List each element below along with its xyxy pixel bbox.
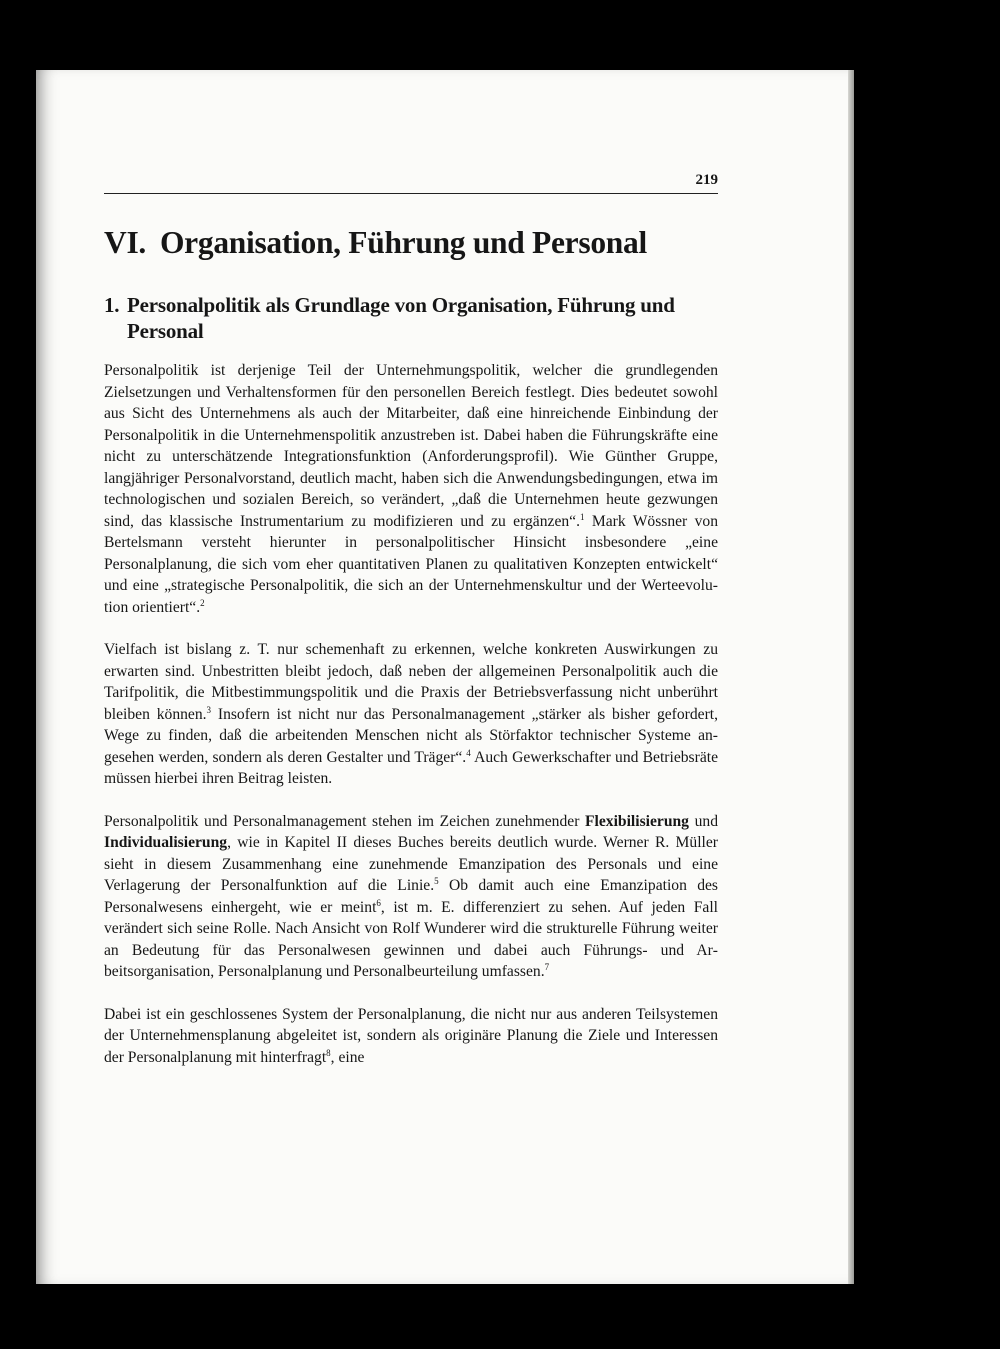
section-title [104,292,718,344]
text-run: Ob damit auch eine Emanzipation des Personalwesens einhergeht, wie er meint [104,877,718,916]
text-run: , eine [330,1048,365,1066]
footnote-marker: 6 [376,897,381,908]
footnote-marker: 1 [579,511,585,522]
paragraph-2 [104,639,718,790]
text-run: , wie in Kapitel II dieses Buches bereits deutlich wurde. Werner R. Müller sieht in diesem Zusammenhang eine zunehmende Emanzipation des Personals und eine Verlagerung der Personalfunktion auf die Linie. [104,834,718,894]
page-number: 219 [695,172,718,188]
footnote-marker: 8 [326,1047,331,1058]
paragraph-1 [104,360,718,618]
section-number: 1. [104,293,120,317]
footnote-marker: 5 [434,875,439,886]
footnote-marker: 2 [200,597,205,608]
paragraph-3 [104,811,718,983]
footnote-marker: 4 [466,747,471,758]
text-run: , ist m. E. differenziert zu sehen. Auf jeden Fall verändert sich seine Rolle. Nach Ansicht von Rolf Wunderer wird die strukturelle Führung weiter an Bedeutung für das Personalwesen gewinnen und dabei auch Führungs- und Arbeitsorganisation, Personalplanung und Personalbeurteilung umfassen. [104,898,718,980]
text-run: und [688,812,718,830]
page-content [104,170,718,1068]
chapter-title-text: Organisation, Führung und Personal [159,225,647,260]
text-run: Personalpolitik ist derjenige Teil der Unternehmungspolitik, welcher die grundlegenden Zielsetzungen und Verhaltensformen für den personellen Bereich festlegt. Dies bedeutet sowohl aus Sicht des Unternehmens als auch der Mitarbeiter, daß eine hinreichende Einbindung der Personalpolitik in die Unternehmenspolitik anzustreben ist. Dabei haben die Führungskräfte eine nicht zu unterschätzende Integrationsfunktion (Anforderungsprofil). Wie Günther Gruppe, langjähriger Personalvorstand, deutlich macht, haben sich die Anwendungsbedingungen, etwa im technologischen und sozialen Bereich, so verändert, „daß die Unternehmen heute gezwungen sind, das klassische Instrumentarium zu modifizieren und zu ergänzen“. [104,362,718,530]
page-edge [848,70,854,1284]
footnote-marker: 7 [544,961,550,972]
footnote-marker: 3 [206,704,212,715]
text-run: Insofern ist nicht nur das Personalmanagement „stärker als bisher gefordert, Wege zu finden, daß die arbeitenden Menschen nicht als Störfaktor technischer Systeme angesehen werden, sondern als deren Gestalter und Träger“. [104,705,718,766]
text-run: Auch Gewerkschafter und Betriebsräte müssen hierbei ihren Beitrag leisten. [104,748,718,787]
header-rule [104,193,718,194]
text-run: Vielfach ist bislang z. T. nur schemenhaft zu erkennen, welche konkreten Auswirkungen zu erwarten sind. Unbestritten bleibt jedoch, daß neben der allgemeinen Personalpolitik auch die Tarifpolitik, die Mitbestimmungspolitik und die Praxis der Betriebsverfassung nicht unberührt bleiben können. [104,641,718,723]
bold-keyword: Flexibilisierung [585,812,689,830]
section-title-text: Personalpolitik als Grundlage von Organisation, Führung und Personal [127,293,675,343]
text-run: Dabei ist ein geschlossenes System der Personalplanung, die nicht nur aus anderen Teilsystemen der Unternehmensplanung abgeleitet ist, sondern als originäre Planung die Ziele und Interessen der Personalplanung mit hinterfragt [104,1005,718,1066]
paragraph-4 [104,1004,718,1069]
chapter-title [104,224,718,262]
chapter-number: VI. [104,225,146,260]
text-run: Personalpolitik und Personalmanagement stehen im Zeichen zunehmender [104,812,586,830]
bold-keyword: Individualisierung [104,834,228,851]
book-page [36,70,854,1284]
text-run: Mark Wössner von Bertelsmann versteht hierunter in personalpolitischer Hinsicht insbesondere „eine Personalplanung, die sich vom eher quantitativen Planen zu qualitativen Konzepten entwickelt“ und eine „strategische Personalpolitik, die sich an der Unternehmenskultur und der Werteevolution orientiert“. [104,512,718,616]
